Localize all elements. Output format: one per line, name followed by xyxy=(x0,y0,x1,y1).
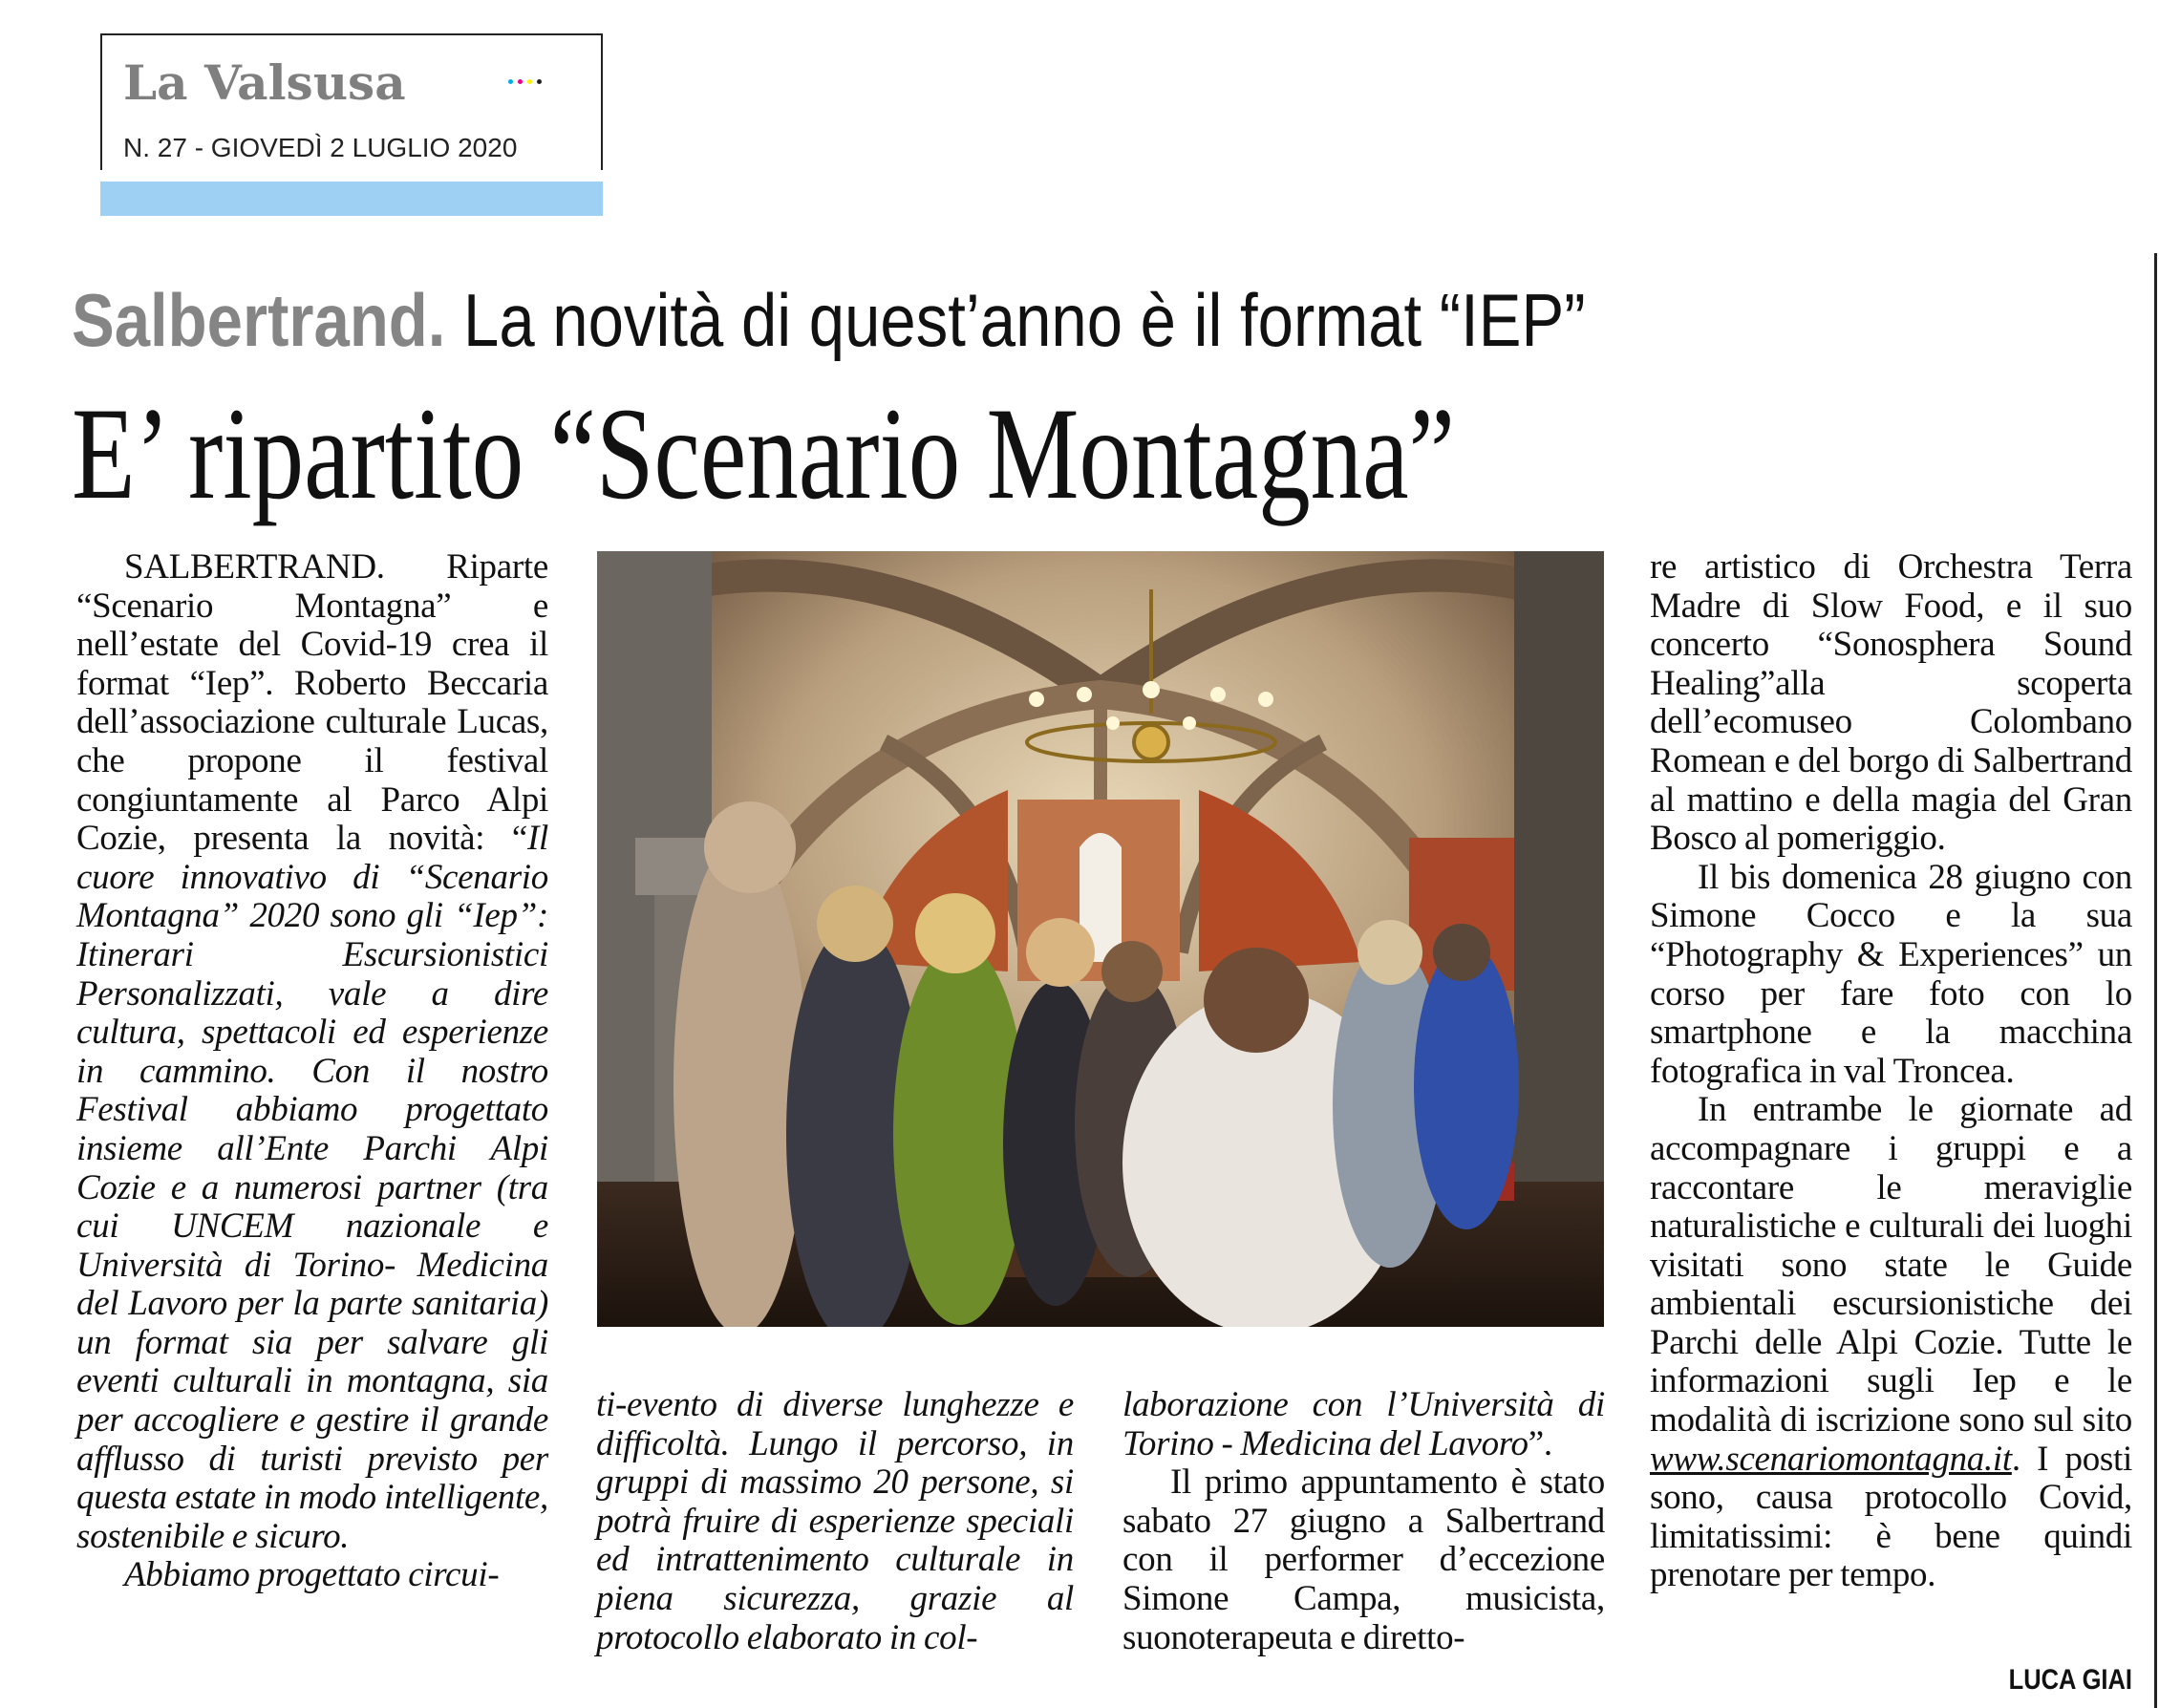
cmyk-dot-magenta xyxy=(518,79,523,84)
newspaper-title: La Valsusa xyxy=(123,54,406,111)
kicker-place: Salbertrand. xyxy=(72,278,446,362)
byline: LUCA GIAI xyxy=(2008,1664,2132,1696)
text-run: In entrambe le giornate ad accompagnare i gruppi e a raccontare le meraviglie naturalistiche e culturali dei luoghi visitati sono state le Guide ambientali escursionistiche dei Parchi delle Alpi Cozie. Tutte le informazioni sugli Iep e le modalità di iscrizione sono sul sito xyxy=(1650,1090,2132,1441)
cmyk-dot-cyan xyxy=(508,79,513,84)
paragraph: Il bis domenica 28 giugno con Simone Cocco e la sua “Photography & Experiences” un corso per fare foto con lo smartphone e la macchina fotografica in val Troncea. xyxy=(1650,857,2132,1091)
chapel-interior-image xyxy=(597,551,1604,1327)
column-rule xyxy=(2154,253,2157,1708)
quote-italic: laborazione con l’Università di Torino - Medicina del Lavoro xyxy=(1122,1385,1605,1463)
headline: E’ ripartito “Scenario Montagna” xyxy=(72,380,1455,526)
paragraph xyxy=(1650,1091,2132,1595)
kicker xyxy=(72,277,1797,363)
article-column-1 xyxy=(76,548,548,1595)
article-column-4 xyxy=(1650,548,2132,1595)
text-run: . I posti sono, causa protocollo Covid, limitatissimi: è bene quindi prenotare per tempo. xyxy=(1650,1439,2132,1595)
quote-italic: Il cuore innovativo di “Scenario Montagna” 2020 sono gli “Iep”: Itinerari Escursionistici Personalizzati, vale a dire cultura, spettacoli ed esperienze in cammino. Con il nostro Festival abbiamo progettato insieme all’Ente Parchi Alpi Cozie e a numerosi partner (tra cui UNCEM nazionale e Università di Torino- Medicina del Lavoro per la parte sanitaria) un format sia per salvare gli eventi culturali in montagna, sia per accogliere e gestire il grande afflusso di turisti previsto per questa estate in modo intelligente, sostenibile e sicuro. xyxy=(76,819,548,1556)
cmyk-registration-dots xyxy=(508,72,546,79)
paragraph xyxy=(76,548,548,1556)
article-column-3 xyxy=(1122,1386,1605,1657)
paragraph: Il primo appuntamento è stato sabato 27 giugno a Salbertrand con il performer d’eccezione Simone Campa, musicista, suonoterapeuta e diretto- xyxy=(1122,1462,1605,1657)
paragraph: re artistico di Orchestra Terra Madre di Slow Food, e il suo concerto “Sonosphera Sound Healing”alla scoperta dell’ecomuseo Colombano Romean e del borgo di Salbertrand al mattino e della magia del Gran Bosco al pomeriggio. xyxy=(1650,547,2132,859)
article-photo xyxy=(597,551,1604,1327)
article-column-2 xyxy=(596,1386,1074,1657)
kicker-text: La novità di quest’anno è il format “IEP” xyxy=(463,278,1586,362)
cmyk-dot-yellow xyxy=(527,79,532,84)
website-link[interactable]: www.scenariomontagna.it xyxy=(1650,1439,2012,1479)
masthead xyxy=(100,33,603,170)
cmyk-dot-black xyxy=(537,79,542,84)
paragraph: ti-evento di diverse lunghezze e difficoltà. Lungo il percorso, in gruppi di massimo 20 persone, si potrà fruire di esperienze speciali ed intrattenimento culturale in piena sicurezza, grazie al protocollo elaborato in col- xyxy=(596,1385,1074,1657)
paragraph xyxy=(1122,1386,1605,1463)
paragraph: Abbiamo progettato circui- xyxy=(124,1555,500,1595)
issue-date: N. 27 - GIOVEDÌ 2 LUGLIO 2020 xyxy=(123,133,518,162)
text-run: SALBERTRAND. Riparte “Scenario Montagna” e nell’estate del Covid-19 crea il format “Iep”. Roberto Beccaria dell’associazione culturale Lucas, che propone il festival congiuntamente al Parco Alpi Cozie, presenta la novità: “ xyxy=(76,547,548,859)
masthead-color-bar xyxy=(100,181,603,216)
text-run: ”. xyxy=(1528,1423,1552,1463)
